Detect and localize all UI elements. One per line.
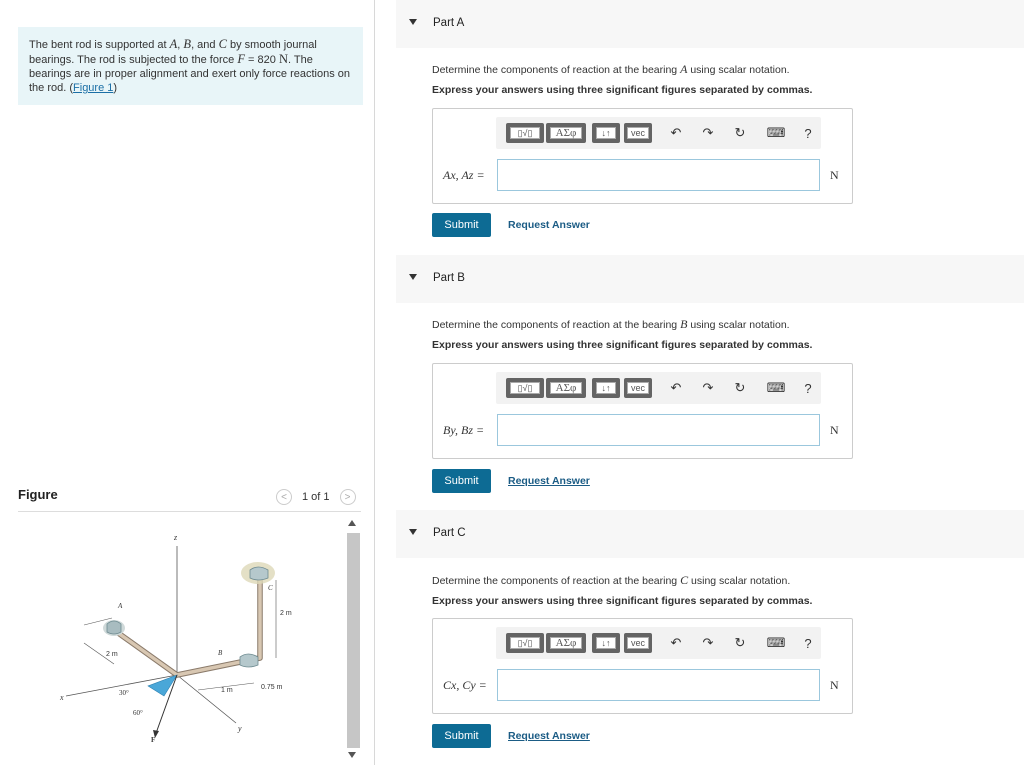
part-c-answer-box xyxy=(432,618,853,714)
math-toolbar xyxy=(496,117,821,149)
force-f-label: F xyxy=(151,736,156,744)
point-a-label: A xyxy=(118,602,123,610)
greek-symbols-button[interactable] xyxy=(546,633,586,653)
separator: , xyxy=(177,39,181,51)
vec-label: vec xyxy=(627,382,649,394)
vec-label: vec xyxy=(627,637,649,649)
part-a-instruction: Express your answers using three significant figures separated by commas. xyxy=(432,84,813,96)
keyboard-icon[interactable]: ⌨ xyxy=(766,380,786,395)
keyboard-icon[interactable]: ⌨ xyxy=(766,125,786,140)
greek-label: ΑΣφ xyxy=(550,127,582,139)
point-c-label: C xyxy=(268,584,273,592)
help-icon[interactable]: ? xyxy=(804,125,812,141)
separator: , and xyxy=(191,39,216,51)
undo-icon[interactable]: ↶ xyxy=(670,125,682,140)
submit-button[interactable]: Submit xyxy=(432,213,491,237)
request-answer-link[interactable]: Request Answer xyxy=(508,730,590,742)
redo-icon[interactable]: ↷ xyxy=(702,380,714,395)
symbol-c: C xyxy=(218,37,227,51)
symbol-b: B xyxy=(183,37,192,51)
answer-input[interactable] xyxy=(497,159,820,191)
fraction-sqrt-icon: ▯√▯ xyxy=(510,637,540,649)
dim-2m-left: 2 m xyxy=(106,651,118,658)
unit-label: N xyxy=(830,678,839,692)
bearing-b-body xyxy=(240,654,258,667)
part-c-instruction: Express your answers using three significant figures separated by commas. xyxy=(432,595,813,607)
redo-icon[interactable]: ↷ xyxy=(702,635,714,650)
question-text: Determine the components of reaction at the bearing xyxy=(432,575,678,587)
figure-image xyxy=(18,518,344,765)
fraction-sqrt-button[interactable] xyxy=(506,123,544,143)
help-icon[interactable]: ? xyxy=(804,635,812,651)
arrows-button[interactable] xyxy=(592,378,620,398)
y-axis xyxy=(177,675,236,723)
redo-icon[interactable]: ↷ xyxy=(702,125,714,140)
question-text: using scalar notation. xyxy=(690,64,790,76)
z-axis-label: z xyxy=(174,533,178,542)
figure-scrollbar[interactable] xyxy=(344,518,361,765)
dim-1m: 1 m xyxy=(221,687,233,694)
part-b-question xyxy=(432,317,790,332)
part-title: Part C xyxy=(433,527,466,539)
figure-title: Figure xyxy=(18,487,58,502)
math-toolbar xyxy=(496,627,821,659)
bent-rod-diagram xyxy=(18,518,344,765)
arrows-button[interactable] xyxy=(592,633,620,653)
part-title: Part A xyxy=(433,17,465,29)
chevron-right-icon: > xyxy=(344,491,351,503)
vector-button[interactable] xyxy=(624,378,652,398)
chevron-left-icon: < xyxy=(281,491,287,503)
help-icon[interactable]: ? xyxy=(804,380,812,396)
question-text: using scalar notation. xyxy=(690,319,790,331)
answer-input[interactable] xyxy=(497,414,820,446)
question-text: Determine the components of reaction at the bearing xyxy=(432,64,678,76)
vec-label: vec xyxy=(627,127,649,139)
prev-figure-button[interactable] xyxy=(276,489,292,505)
submit-button[interactable]: Submit xyxy=(432,469,491,493)
part-b-instruction: Express your answers using three significant figures separated by commas. xyxy=(432,339,813,351)
y-axis-label: y xyxy=(238,724,242,733)
vector-button[interactable] xyxy=(624,123,652,143)
symbol-f: F xyxy=(237,52,245,66)
figure-link[interactable]: Figure 1 xyxy=(73,82,114,94)
answer-label: Ax, Az = xyxy=(443,168,485,182)
next-figure-button[interactable] xyxy=(340,489,356,505)
question-text: Determine the components of reaction at the bearing xyxy=(432,319,678,331)
scroll-down-icon[interactable] xyxy=(348,752,356,758)
figure-page-count: 1 of 1 xyxy=(302,491,330,503)
panel-divider xyxy=(374,0,375,765)
answer-input[interactable] xyxy=(497,669,820,701)
math-toolbar xyxy=(496,372,821,404)
question-symbol: C xyxy=(680,573,689,587)
part-c-header[interactable] xyxy=(396,510,1024,558)
angle-30-label: 30° xyxy=(119,689,129,697)
part-b-answer-box xyxy=(432,363,853,459)
force-unit: N xyxy=(278,52,288,66)
greek-symbols-button[interactable] xyxy=(546,378,586,398)
keyboard-icon[interactable]: ⌨ xyxy=(766,635,786,650)
part-title: Part B xyxy=(433,272,465,284)
bearing-c-body xyxy=(250,567,268,580)
question-text: using scalar notation. xyxy=(691,575,791,587)
arrows-icon: ↓↑ xyxy=(596,637,616,649)
problem-text: . The bearings are in proper alignment and exert only force reactions on the rod. ( xyxy=(29,54,351,94)
arrows-icon: ↓↑ xyxy=(596,382,616,394)
left-panel xyxy=(0,0,374,765)
question-symbol: B xyxy=(680,317,688,331)
reset-icon[interactable]: ↻ xyxy=(734,125,746,140)
scroll-up-icon[interactable] xyxy=(348,520,356,526)
part-c-question xyxy=(432,573,790,588)
undo-icon[interactable]: ↶ xyxy=(670,380,682,395)
part-a-question xyxy=(432,62,790,77)
fraction-sqrt-button[interactable] xyxy=(506,633,544,653)
arrows-button[interactable] xyxy=(592,123,620,143)
greek-label: ΑΣφ xyxy=(550,382,582,394)
fraction-sqrt-icon: ▯√▯ xyxy=(510,382,540,394)
angle-60-label: 60° xyxy=(133,709,143,717)
greek-symbols-button[interactable] xyxy=(546,123,586,143)
reset-icon[interactable]: ↻ xyxy=(734,635,746,650)
collapse-triangle-icon[interactable] xyxy=(409,274,417,280)
question-symbol: A xyxy=(680,62,688,76)
arrows-icon: ↓↑ xyxy=(596,127,616,139)
force-value: = 820 xyxy=(248,54,276,66)
unit-label: N xyxy=(830,423,839,437)
scrollbar-thumb[interactable] xyxy=(347,533,360,748)
request-answer-link[interactable]: Request Answer xyxy=(508,219,590,231)
problem-statement xyxy=(18,27,363,105)
x-axis-label: x xyxy=(60,693,64,702)
undo-icon[interactable]: ↶ xyxy=(670,635,682,650)
figure-pager xyxy=(276,487,356,507)
request-answer-link[interactable]: Request Answer xyxy=(508,475,590,487)
problem-text: ) xyxy=(113,82,118,94)
part-a-answer-box xyxy=(432,108,853,204)
part-a-header[interactable] xyxy=(396,0,1024,48)
collapse-triangle-icon[interactable] xyxy=(409,529,417,535)
fraction-sqrt-button[interactable] xyxy=(506,378,544,398)
greek-label: ΑΣφ xyxy=(550,637,582,649)
unit-label: N xyxy=(830,168,839,182)
bearing-a-body xyxy=(107,621,121,634)
vector-button[interactable] xyxy=(624,633,652,653)
answer-label: By, Bz = xyxy=(443,423,485,437)
problem-text: by smooth journal bearings. The rod is subjected to the force xyxy=(29,39,317,66)
point-b-label: B xyxy=(218,649,223,657)
fraction-sqrt-icon: ▯√▯ xyxy=(510,127,540,139)
dim-2m-right: 2 m xyxy=(280,610,292,617)
part-b-header[interactable] xyxy=(396,255,1024,303)
dim-075m: 0.75 m xyxy=(261,684,283,691)
collapse-triangle-icon[interactable] xyxy=(409,19,417,25)
bent-rod xyxy=(114,580,260,675)
figure-divider xyxy=(18,511,361,512)
reset-icon[interactable]: ↻ xyxy=(734,380,746,395)
submit-button[interactable]: Submit xyxy=(432,724,491,748)
problem-text: The bent rod is supported at xyxy=(29,39,167,51)
answer-label: Cx, Cy = xyxy=(443,678,487,692)
symbol-a: A xyxy=(169,37,178,51)
